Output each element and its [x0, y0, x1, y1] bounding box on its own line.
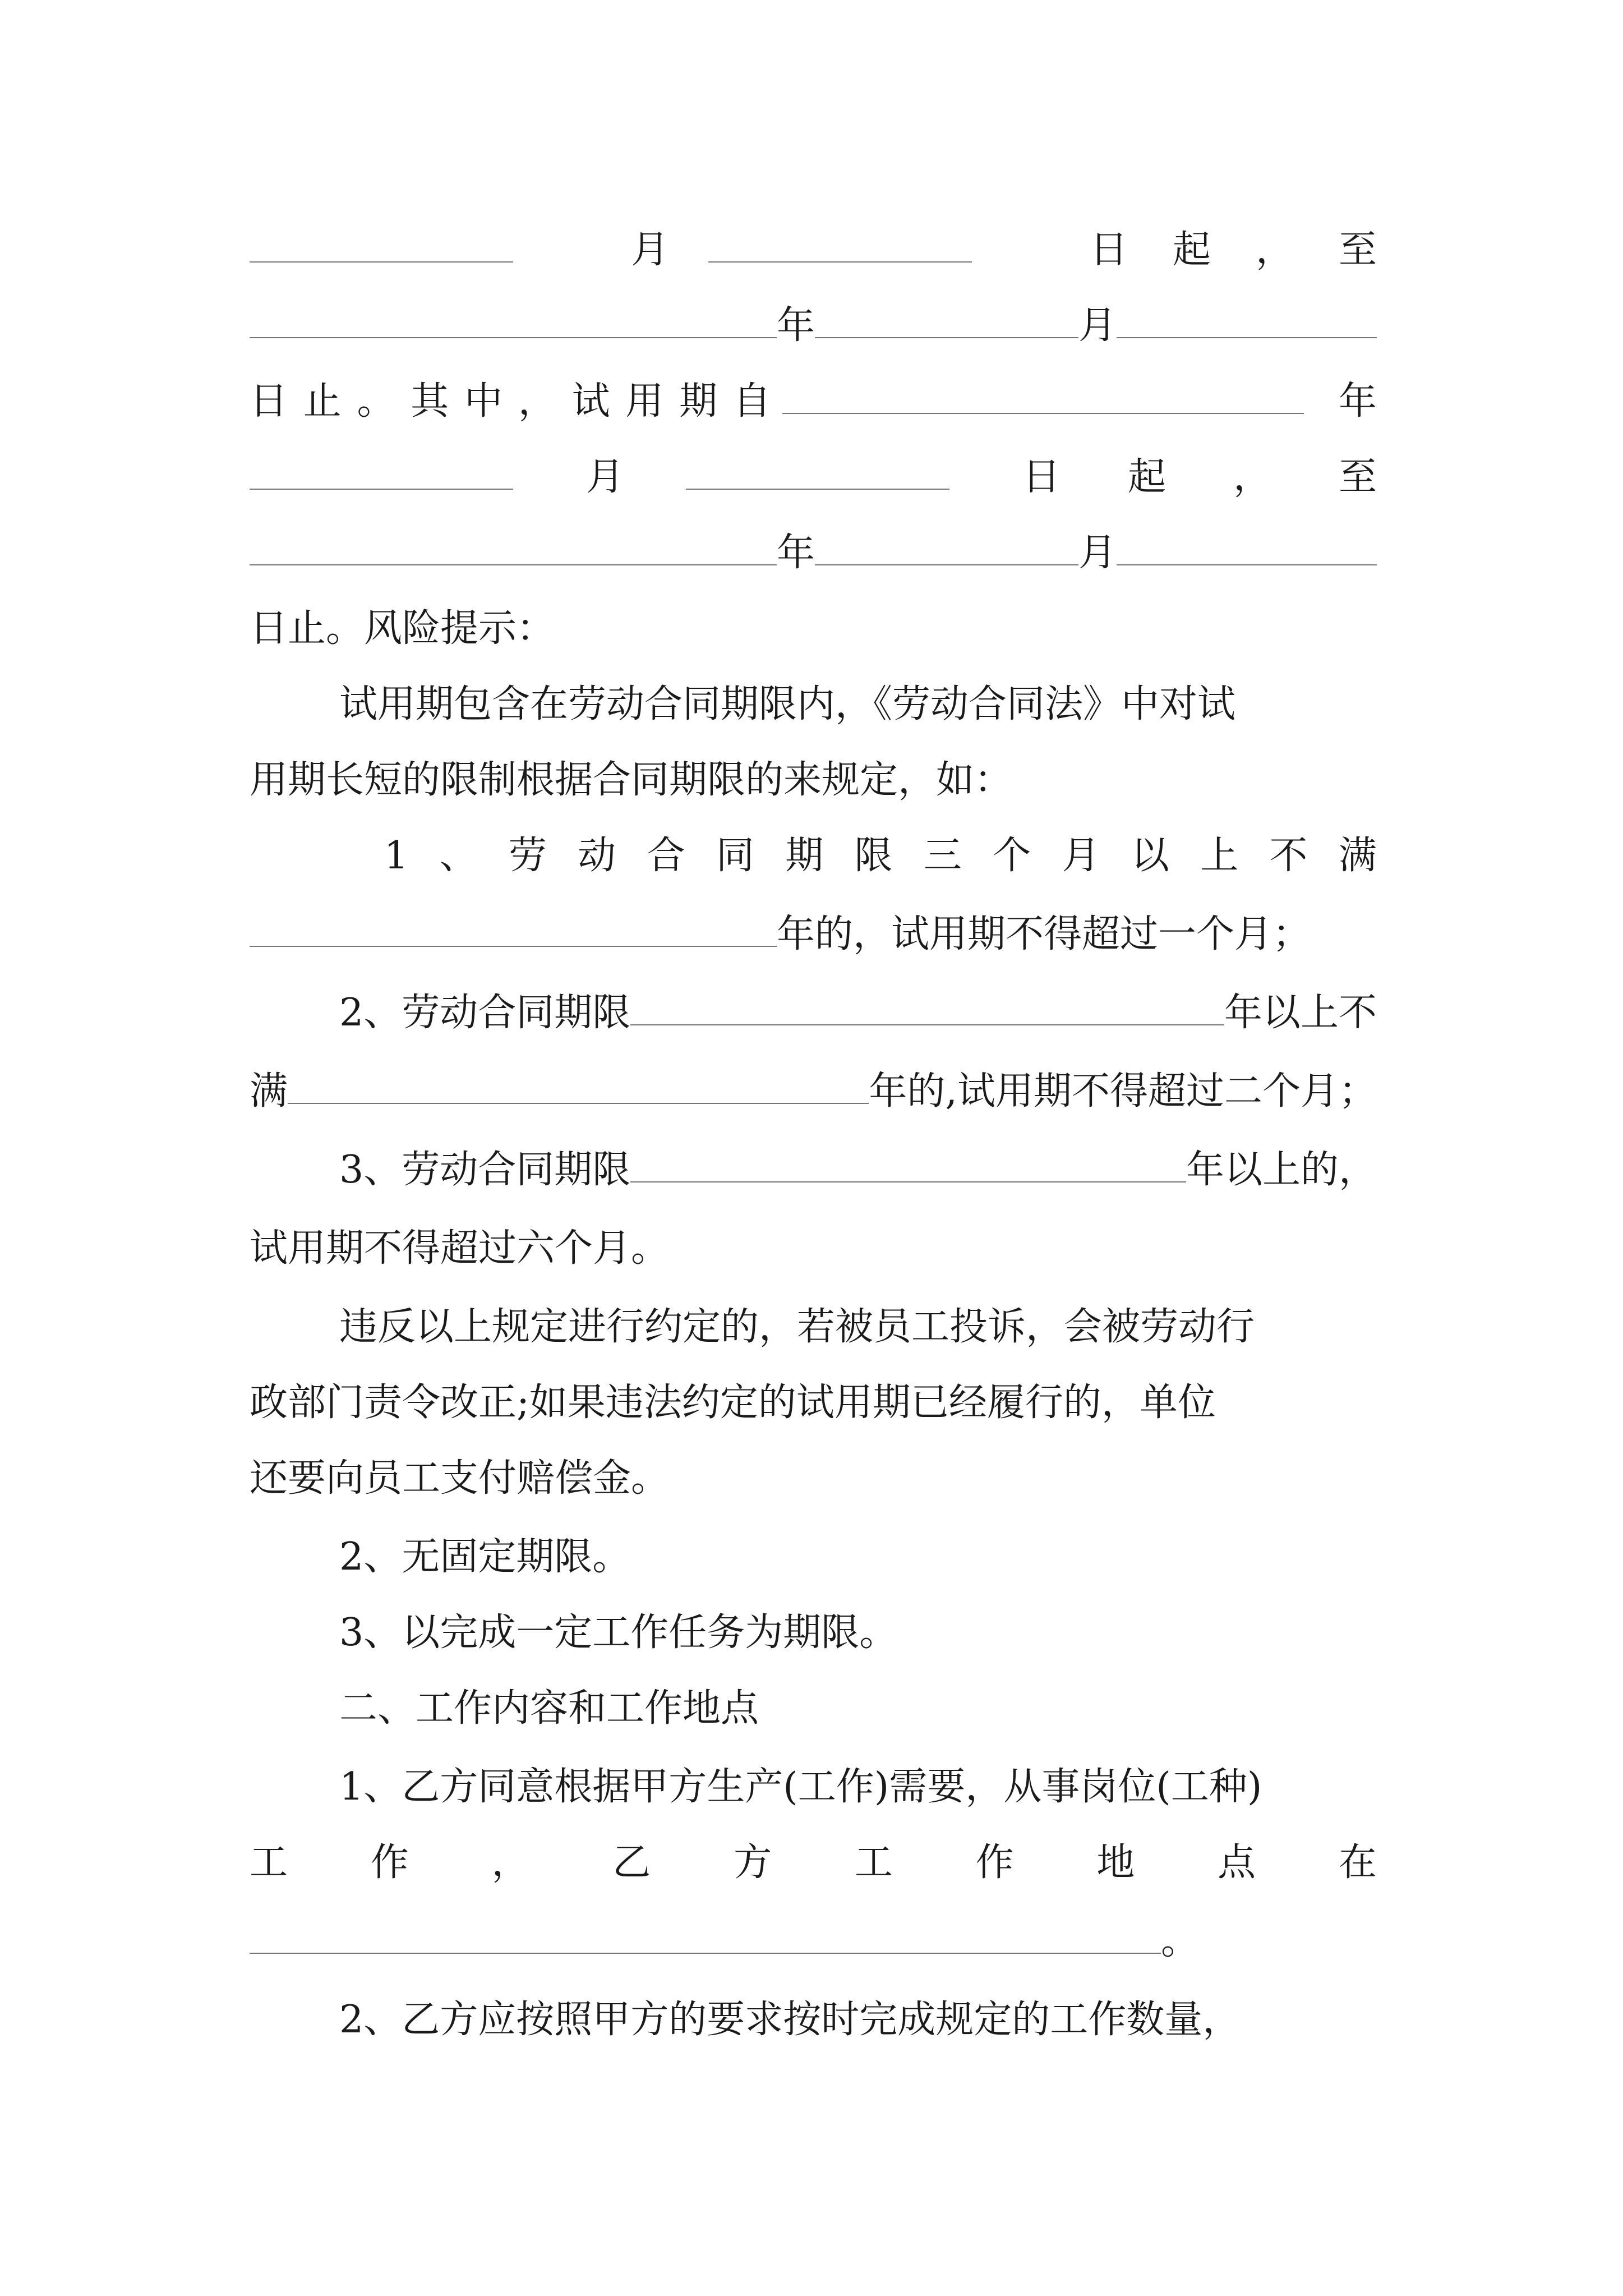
char: ， — [518, 379, 556, 424]
paragraph-text: 年的,试用期不得超过二个月； — [869, 1069, 1377, 1114]
char: 中 — [464, 379, 503, 424]
char: 月 — [1062, 834, 1100, 878]
text-month: 月 — [631, 228, 670, 272]
char: 用 — [625, 379, 664, 424]
text-line-6 — [250, 586, 1377, 651]
blank-field[interactable] — [630, 1180, 1186, 1182]
text-month: 月 — [1078, 531, 1117, 575]
char: 动 — [578, 834, 616, 878]
blank-field[interactable] — [815, 336, 1078, 338]
char: 作 — [370, 1841, 409, 1885]
char: 止 — [303, 379, 342, 424]
paragraph-text: 违反以上规定进行约定的，若被员工投诉，会被劳动行 — [339, 1305, 1255, 1349]
paragraph-text: 2、劳动合同期限 — [339, 991, 631, 1035]
text-line-16 — [250, 1360, 1377, 1425]
char: 限 — [854, 834, 893, 878]
char: 作 — [975, 1841, 1014, 1885]
text-line-9 — [250, 813, 1377, 878]
text-line-7 — [250, 662, 1377, 724]
char: 点 — [1218, 1841, 1256, 1885]
paragraph-text: 还要向员工支付赔偿金。 — [250, 1456, 670, 1501]
text-month: 月 — [1078, 303, 1117, 348]
paragraph-text: 3、劳动合同期限 — [339, 1148, 631, 1192]
text-year: 年 — [777, 303, 815, 348]
paragraph-text: 年的，试用期不得超过一个月； — [777, 912, 1311, 956]
char: 不 — [1269, 834, 1308, 878]
char: 。 — [357, 379, 395, 424]
char: 个 — [993, 834, 1031, 878]
blank-field[interactable] — [250, 336, 777, 338]
char: 试 — [571, 379, 610, 424]
text-line-2 — [250, 283, 1377, 348]
char: 三 — [923, 834, 962, 878]
text-comma: ， — [1233, 455, 1271, 499]
text-line-11 — [250, 970, 1377, 1035]
char: 在 — [1338, 1841, 1377, 1885]
char: 上 — [1200, 834, 1239, 878]
char: 地 — [1096, 1841, 1135, 1885]
char: 合 — [647, 834, 685, 878]
blank-field[interactable] — [250, 260, 513, 263]
char: 劳 — [508, 834, 547, 878]
char: 自 — [732, 379, 771, 424]
blank-field[interactable] — [686, 487, 949, 490]
text-line-4 — [250, 435, 1377, 499]
text-year: 年 — [1338, 379, 1377, 424]
blank-field[interactable] — [250, 563, 777, 565]
blank-field[interactable] — [708, 260, 972, 263]
char: 以 — [1131, 834, 1169, 878]
risk-heading: 日止。风险提示： — [250, 606, 555, 651]
text-month: 月 — [586, 455, 625, 499]
paragraph-text: 年以上的， — [1186, 1148, 1377, 1192]
char: 、 — [439, 834, 478, 878]
paragraph-text: 试用期不得超过六个月。 — [250, 1226, 670, 1271]
text-line-18 — [250, 1515, 1377, 1579]
char: 日 — [250, 379, 288, 424]
paragraph-text: 满 — [250, 1069, 288, 1114]
char: 方 — [734, 1841, 772, 1885]
blank-field[interactable] — [1117, 336, 1377, 338]
list-item: 2、无固定期限。 — [339, 1535, 631, 1579]
char: 期 — [785, 834, 824, 878]
blank-field[interactable] — [288, 1102, 869, 1104]
text-period: 。 — [1161, 1919, 1200, 1963]
paragraph-text: 试用期包含在劳动合同期限内，《劳动合同法》中对试 — [339, 682, 1236, 726]
text-line-8 — [250, 738, 1377, 802]
char: 工 — [250, 1841, 288, 1885]
text-line-15 — [250, 1285, 1377, 1349]
text-line-23 — [250, 1899, 1377, 1961]
paragraph-text: 政部门责令改正;如果违法约定的试用期已经履行的，单位 — [250, 1381, 1216, 1425]
list-item: 3、以完成一定工作任务为期限。 — [339, 1611, 898, 1655]
text-line-13 — [250, 1128, 1377, 1192]
text-line-5 — [250, 510, 1377, 575]
paragraph-text: 1、乙方同意根据甲方生产(工作)需要，从事岗位(工种) — [339, 1765, 1262, 1809]
blank-field[interactable] — [250, 487, 513, 490]
char: 1 — [384, 834, 409, 878]
text-line-14 — [250, 1206, 1377, 1271]
text-line-1 — [250, 208, 1377, 272]
blank-field[interactable] — [782, 412, 1304, 414]
text-line-17 — [250, 1436, 1377, 1501]
char: 工 — [854, 1841, 893, 1885]
text-line-21 — [250, 1745, 1377, 1809]
char: ， — [491, 1841, 530, 1885]
blank-field[interactable] — [1117, 563, 1377, 565]
blank-field[interactable] — [815, 563, 1078, 565]
text-to: 至 — [1338, 228, 1377, 272]
text-line-12 — [250, 1049, 1377, 1114]
char: 同 — [716, 834, 754, 878]
blank-field[interactable] — [250, 945, 777, 947]
blank-field[interactable] — [250, 1952, 1161, 1954]
text-line-24 — [250, 1977, 1377, 2042]
text-year: 年 — [777, 531, 815, 575]
text-line-22 — [250, 1820, 1377, 1885]
paragraph-text: 2、乙方应按照甲方的要求按时完成规定的工作数量， — [339, 1998, 1241, 2042]
text-from: 起 — [1173, 228, 1211, 272]
paragraph-text: 年以上不 — [1224, 991, 1377, 1035]
text-comma: ， — [1255, 228, 1294, 272]
text-day: 日 — [1090, 228, 1128, 272]
text-line-10 — [250, 892, 1377, 954]
text-from: 起 — [1128, 455, 1166, 499]
paragraph-text: 用期长短的限制根据合同期限的来规定，如： — [250, 758, 1013, 802]
section-heading: 二、工作内容和工作地点 — [339, 1686, 759, 1731]
text-line-20 — [250, 1666, 1377, 1731]
blank-field[interactable] — [630, 1023, 1224, 1025]
text-day: 日 — [1022, 455, 1061, 499]
char: 满 — [1338, 834, 1377, 878]
char: 其 — [411, 379, 449, 424]
text-line-19 — [250, 1590, 1377, 1655]
text-to: 至 — [1338, 455, 1377, 499]
char: 期 — [679, 379, 718, 424]
char: 乙 — [612, 1841, 651, 1885]
text-line-3 — [250, 359, 1377, 424]
